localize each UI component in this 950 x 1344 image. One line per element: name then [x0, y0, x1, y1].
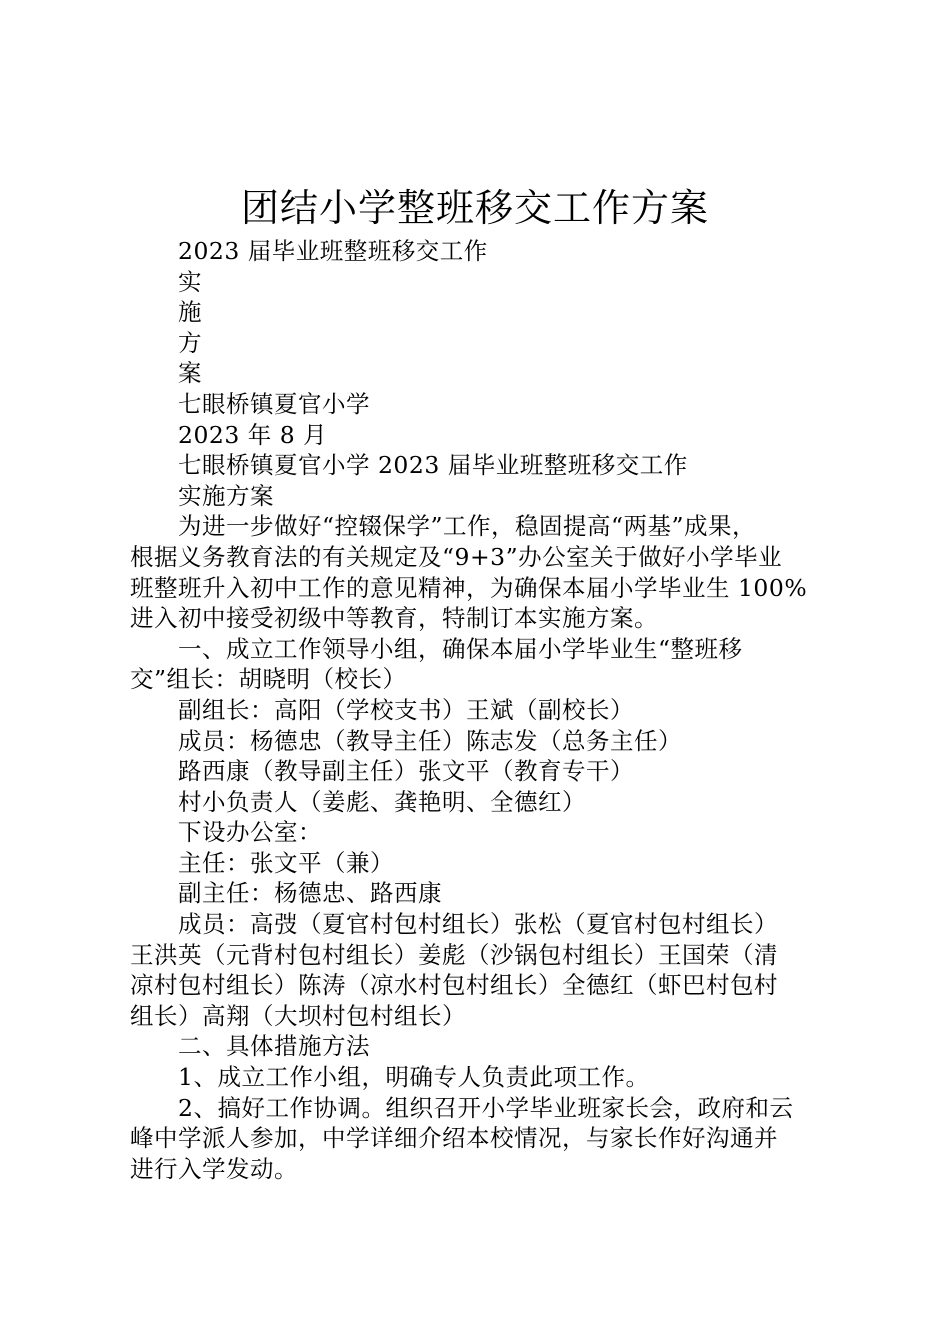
- member-line: 下设办公室：: [178, 818, 322, 847]
- list-item: 1、成立工作小组，明确专人负责此项工作。: [178, 1063, 650, 1092]
- member-line: 成员：高弢（夏官村包村组长）张松（夏官村包村组长）: [178, 910, 778, 939]
- section-heading: 一、成立工作领导小组，确保本届小学毕业生“整班移: [178, 634, 743, 663]
- member-line: 副主任：杨德忠、路西康: [178, 879, 442, 908]
- plan-heading-char: 实: [178, 267, 202, 296]
- paragraph-line: 交”组长：胡晓明（校长）: [130, 665, 407, 694]
- plan-heading-char: 施: [178, 298, 202, 327]
- list-item: 2、搞好工作协调。组织召开小学毕业班家长会，政府和云: [178, 1093, 794, 1122]
- section-title: 实施方案: [178, 481, 274, 510]
- member-line: 成员：杨德忠（教导主任）陈志发（总务主任）: [178, 726, 682, 755]
- section-heading: 二、具体措施方法: [178, 1032, 370, 1061]
- paragraph-line: 班整班升入初中工作的意见精神，为确保本届小学毕业生 100%: [130, 573, 808, 602]
- paragraph-line: 根据义务教育法的有关规定及“9+3”办公室关于做好小学毕业: [130, 542, 783, 571]
- member-line: 副组长：高阳（学校支书）王斌（副校长）: [178, 695, 634, 724]
- plan-heading-char: 方: [178, 328, 202, 357]
- school-name: 七眼桥镇夏官小学: [178, 389, 370, 418]
- paragraph-line: 为进一步做好“控辍保学”工作，稳固提高“两基”成果，: [178, 512, 757, 541]
- document-title: 团结小学整班移交工作方案: [240, 186, 709, 230]
- plan-heading-char: 案: [178, 359, 202, 388]
- paragraph-line: 进入初中接受初级中等教育，特制订本实施方案。: [130, 604, 658, 633]
- plan-heading-line: 2023 届毕业班整班移交工作: [178, 237, 488, 265]
- paragraph-line: 组长）高翔（大坝村包村组长）: [130, 1001, 466, 1030]
- member-line: 村小负责人（姜彪、龚艳明、全德红）: [178, 787, 586, 816]
- paragraph-line: 凉村包村组长）陈涛（凉水村包村组长）全德红（虾巴村包村: [130, 971, 778, 1000]
- member-line: 路西康（教导副主任）张文平（教育专干）: [178, 757, 634, 786]
- paragraph-line: 王洪英（元背村包村组长）姜彪（沙锅包村组长）王国荣（清: [130, 940, 778, 969]
- member-line: 主任：张文平（兼）: [178, 848, 394, 877]
- paragraph-line: 进行入学发动。: [130, 1154, 298, 1183]
- document-date: 2023 年 8 月: [178, 420, 328, 449]
- section-title: 七眼桥镇夏官小学 2023 届毕业班整班移交工作: [178, 451, 688, 480]
- paragraph-line: 峰中学派人参加，中学详细介绍本校情况，与家长作好沟通并: [130, 1124, 778, 1153]
- document-body: [130, 236, 830, 1184]
